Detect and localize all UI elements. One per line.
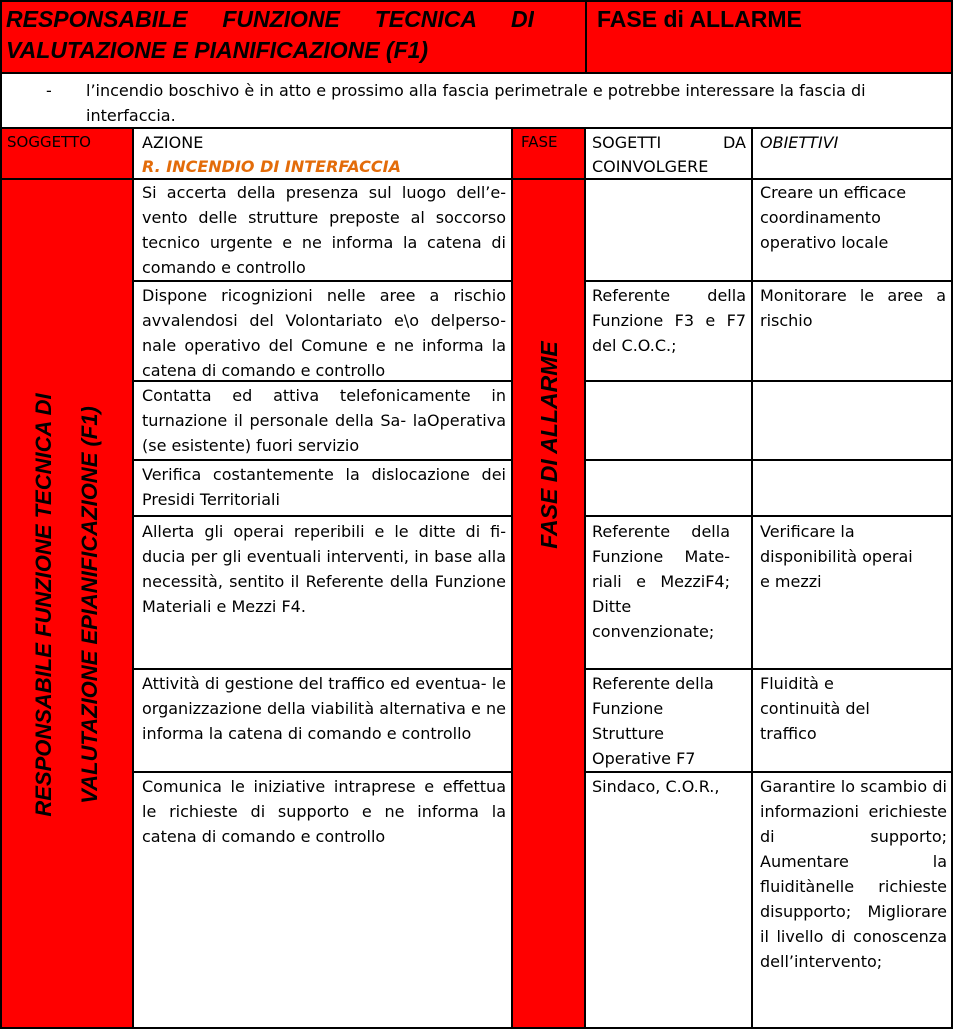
table-border-left	[0, 0, 2, 1029]
row-7-azione: Comunica le iniziative intraprese e effettua le richieste di supporto e ne informa la catena di comando e controllo	[142, 777, 506, 846]
fase-vertical-label	[512, 180, 585, 1029]
row-4-obiettivi	[760, 462, 946, 514]
table-border-top	[0, 0, 953, 2]
header-divider	[585, 0, 587, 73]
row-1-soggetti	[592, 180, 746, 280]
scenario-bottom-line	[0, 127, 953, 129]
right-row-line-5	[585, 668, 951, 670]
azione-row-line-2	[133, 380, 511, 382]
azione-row-line-3	[133, 459, 511, 461]
right-row-line-1	[585, 280, 951, 282]
header-bottom-line	[0, 72, 953, 74]
col-line-1	[132, 128, 134, 1029]
column-header-obiettivi: OBIETTIVI	[760, 133, 839, 152]
column-header-soggetti: SOGETTI DA COINVOLGERE	[592, 133, 746, 176]
right-row-line-4	[585, 515, 951, 517]
row-3-azione: Contatta ed attiva telefonicamente in turnazione il personale della Sa- laOperativa (se esistente) fuori servizio	[142, 386, 506, 455]
row-4-azione: Verifica costantemente la dislocazione dei Presidi Territoriali	[142, 465, 506, 509]
right-row-line-3	[585, 459, 951, 461]
soggetto-vertical-line-2: VALUTAZIONE EPIANIFICAZIONE (F1)	[76, 405, 102, 804]
azione-row-line-5	[133, 668, 511, 670]
row-4-soggetti	[592, 462, 746, 514]
soggetto-vertical-label	[0, 180, 133, 1029]
row-6-azione: Attività di gestione del traffico ed eventua- le organizzazione della viabilità alternativa e ne informa la catena di comando e controllo	[142, 674, 506, 743]
row-3-soggetti	[592, 383, 746, 459]
document-title: RESPONSABILE FUNZIONE TECNICA DI VALUTAZIONE E PIANIFICAZIONE (F1)	[6, 6, 534, 63]
col-line-2	[511, 128, 513, 1029]
row-1-azione: Si accerta della presenza sul luogo dell’e- vento delle strutture preposte al soccorso tecnico urgente e ne informa la catena di comando e controllo	[142, 183, 506, 277]
azione-scenario-label: R. INCENDIO DI INTERFACCIA	[142, 157, 401, 176]
row-5-obiettivi: Verificare la disponibilità operai e mezzi	[760, 522, 913, 591]
row-3-obiettivi	[760, 383, 946, 459]
row-2-obiettivi: Monitorare le aree a rischio	[760, 286, 946, 330]
scenario-bullet: -	[46, 81, 52, 100]
right-row-line-6	[585, 771, 951, 773]
row-7-soggetti: Sindaco, C.O.R.,	[592, 777, 720, 796]
col-line-4	[751, 128, 753, 1029]
azione-row-line-4	[133, 515, 511, 517]
row-6-obiettivi: Fluidità e continuità del traffico	[760, 674, 870, 743]
phase-title: FASE di ALLARME	[597, 6, 802, 32]
right-row-line-2	[585, 380, 951, 382]
row-2-soggetti: Referente della Funzione F3 e F7 del C.O.C.;	[592, 286, 746, 355]
column-header-bottom-line	[0, 178, 953, 180]
column-header-azione	[142, 131, 508, 179]
scenario-text: l’incendio boschivo è in atto e prossimo alla fascia perimetrale e potrebbe interessare la fascia di interfaccia.	[86, 81, 866, 125]
row-7-obiettivi: Garantire lo scambio di informazioni erichieste di supporto; Aumentare la fluiditànelle richieste disupporto; Migliorare il livello di conoscenza dell’intervento;	[760, 777, 947, 971]
column-header-soggetto: SOGGETTO	[7, 133, 91, 151]
row-5-azione: Allerta gli operai reperibili e le ditte di fi- ducia per gli eventuali interventi, in base alla necessità, sentito il Referente della Funzione Materiali e Mezzi F4.	[142, 522, 506, 616]
col-line-3	[584, 128, 586, 1029]
column-header-fase: FASE	[521, 133, 558, 151]
row-6-soggetti: Referente della Funzione Strutture Operative F7	[592, 674, 714, 768]
fase-vertical-text: FASE DI ALLARME	[535, 340, 562, 549]
soggetto-vertical-line-1: RESPONSABILE FUNZIONE TECNICA DI	[30, 392, 56, 817]
row-2-azione: Dispone ricognizioni nelle aree a rischio avvalendosi del Volontariato e\o delperso- nale operativo del Comune e ne informa la catena di comando e controllo	[142, 286, 506, 380]
azione-row-line-1	[133, 280, 511, 282]
azione-row-line-6	[133, 771, 511, 773]
row-5-soggetti: Referente della Funzione Mate- riali e MezziF4; Ditte convenzionate;	[592, 522, 730, 641]
azione-label: AZIONE	[142, 133, 204, 152]
row-1-obiettivi: Creare un efficace coordinamento operativo locale	[760, 183, 907, 252]
